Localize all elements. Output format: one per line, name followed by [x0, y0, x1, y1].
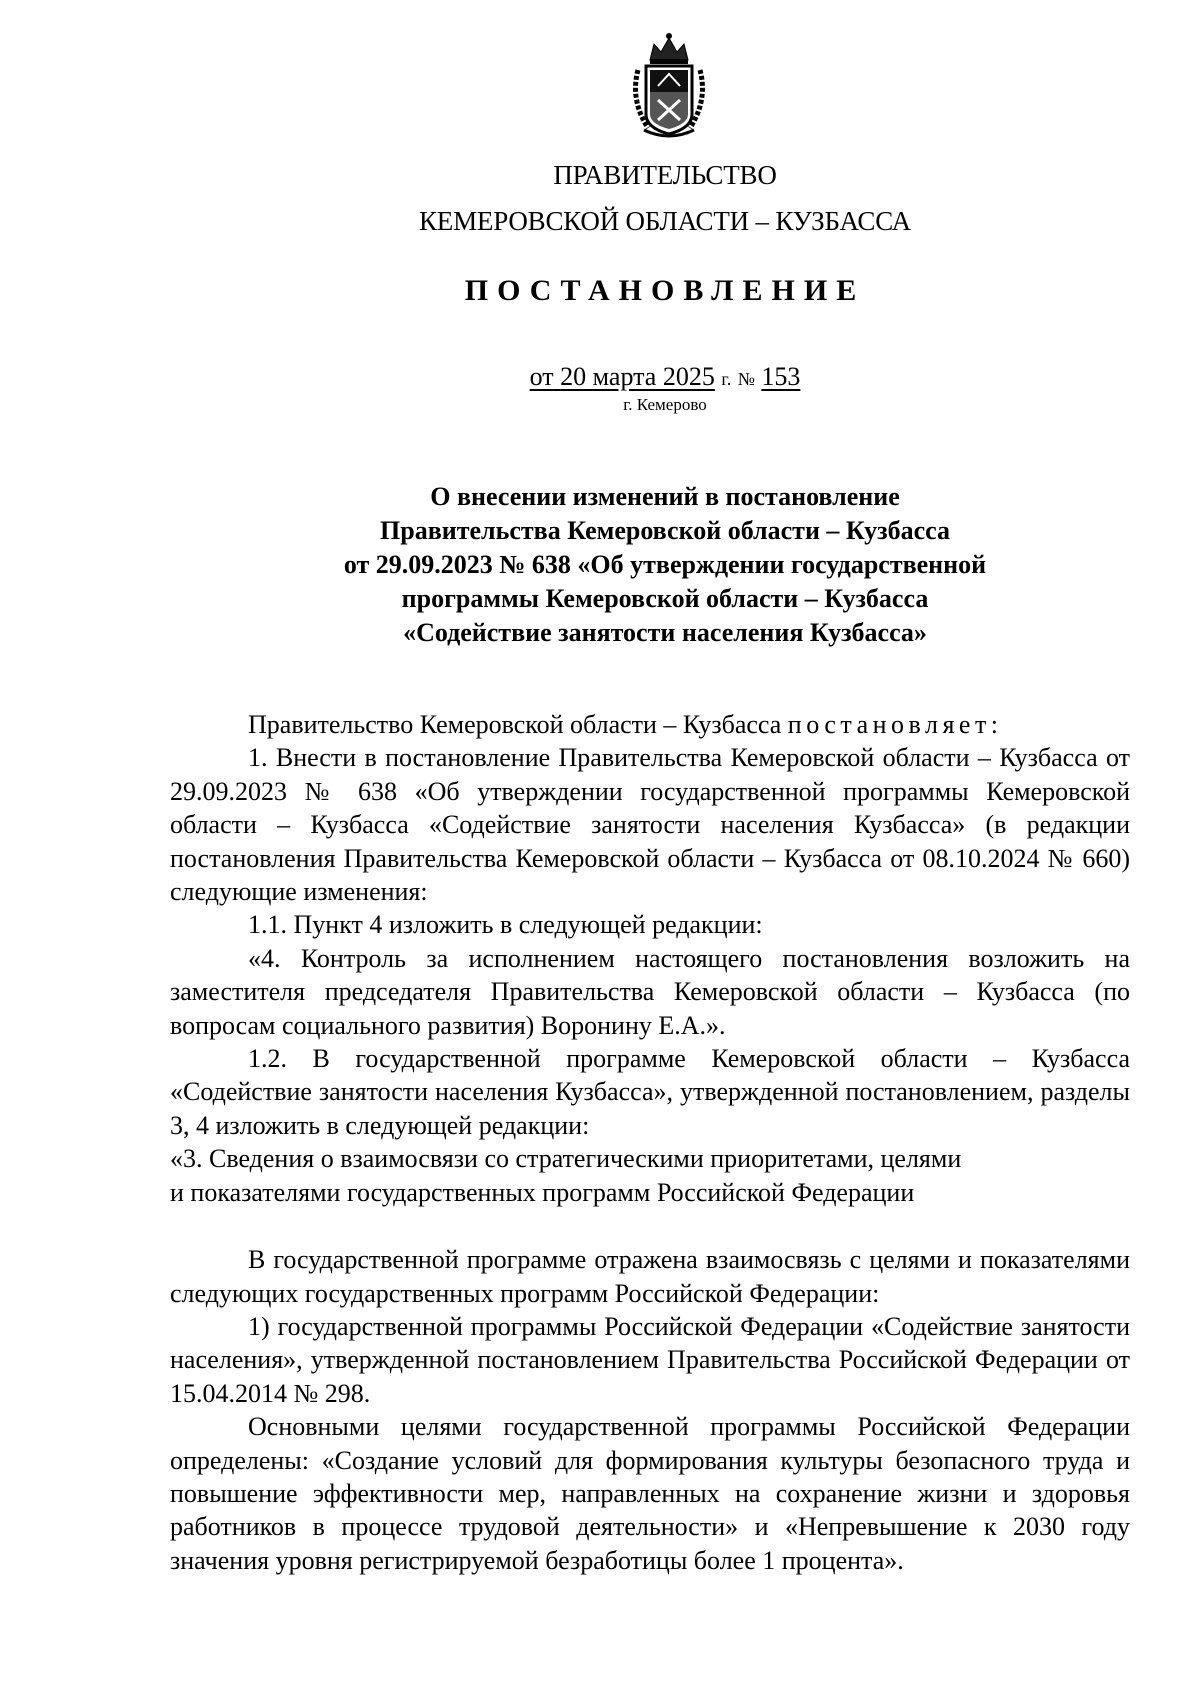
org-name-line1: ПРАВИТЕЛЬСТВО [553, 160, 777, 190]
title-line: от 29.09.2023 № 638 «Об утверждении государственной [343, 550, 987, 579]
title-line: Правительства Кемеровской области – Кузбасса [380, 516, 950, 545]
city: г. Кемерово [623, 395, 707, 414]
paragraph-1-2: 1.2. В государственной программе Кемеровской области – Кузбасса «Содействие занятости населения Кузбасса», утвержденной постановлением, разделы 3, 4 изложить в следующей редакции: [170, 1044, 1130, 1140]
coat-of-arms-icon [628, 30, 710, 142]
title-line: программы Кемеровской области – Кузбасса [401, 584, 929, 613]
paragraph-1-1: 1.1. Пункт 4 изложить в следующей редакции: [248, 910, 763, 940]
section-3-heading-line2: и показателями государственных программ Российской Федерации [170, 1177, 915, 1207]
paragraph-1-1-quote: «4. Контроль за исполнением настоящего постановления возложить на заместителя председателя Правительства Кемеровской области – Кузбасса (по вопросам социального развития) Воронину Е.А.». [170, 943, 1130, 1040]
title-line: «Содействие занятости населения Кузбасса» [403, 618, 927, 647]
intro-paragraph [170, 708, 1130, 741]
date-prefix: от [529, 362, 554, 391]
document-number: 153 [761, 362, 801, 391]
document-type: ПОСТАНОВЛЕНИЕ [464, 274, 866, 307]
org-name-line2: КЕМЕРОВСКОЙ ОБЛАСТИ – КУЗБАССА [419, 206, 911, 236]
paragraph-link: В государственной программе отражена взаимосвязь с целями и показателями следующих государственных программ Российской Федерации: [170, 1245, 1130, 1308]
year-suffix: г. [721, 369, 732, 389]
document-body [170, 708, 1130, 1577]
document-date: 20 марта 2025 [560, 362, 715, 391]
title-line: О внесении изменений в постановление [430, 482, 900, 511]
number-sign: № [737, 369, 755, 389]
paragraph-goals: Основными целями государственной программы Российской Федерации определены: «Создание условий для формирования культуры безопасного труда и повышение эффективности мер, направленных на сохранение жизни и здоровья работников в процессе трудовой деятельности» и «Непревышение к 2030 году значения уровня регистрируемой безработицы более 1 процента». [170, 1412, 1130, 1575]
document-title [170, 480, 1160, 650]
intro-text: Правительство Кемеровской области – Кузбасса [248, 710, 782, 739]
paragraph-program: 1) государственной программы Российской Федерации «Содействие занятости населения», утвержденной постановлением Правительства Российской Федерации от 15.04.2014 № 298. [170, 1311, 1130, 1408]
paragraph-1: 1. Внести в постановление Правительства Кемеровской области – Кузбасса от 29.09.2023 № 638 «Об утверждении государственной программы Кемеровской области – Кузбасса «Содействие занятости населения Кузбасса» (в редакции постановления Правительства Кемеровской области – Кузбасса от 08.10.2024 № 660) следующие изменения: [170, 743, 1130, 907]
section-3-heading-line1: «3. Сведения о взаимосвязи со стратегическими приоритетами, целями [170, 1144, 962, 1174]
date-line [0, 362, 1200, 392]
intro-verb: постановляет: [787, 710, 1003, 739]
